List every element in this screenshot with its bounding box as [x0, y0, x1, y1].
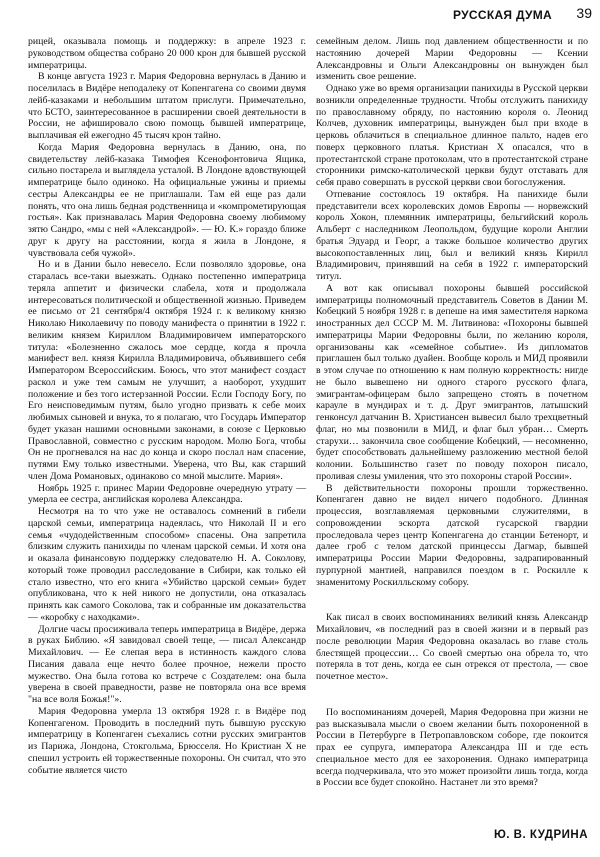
- paragraph: Несмотря на то что уже не оставалось сомнений в гибели царской семьи, императрица надеялась, что Николай II и его семья «чудодейственным способом» спасены. Она запретила близким служить панихиды по членам царской семьи. И хотя она и оказала финансовую поддержку следователю Н. А. Соколову, который тоже проводил расследование в Сибири, как только ей стало известно, что его книга «Убийство царской семьи» будет опубликована, что к ней никого не допустили, она отказалась принять как самого Соколова, так и собранные им доказательства — «коробку с находками».: [28, 506, 306, 623]
- left-column: [28, 36, 306, 776]
- paragraph: Отпевание состоялось 19 октября. На панихиде были представители всех королевских домов Европы — норвежский король Хокон, племянник императрицы, бельгийский король Альберт с наследником Леопольдом, будущие короли Англии братья Эдуард и Георг, а также большое количество других высокопоставленных лиц, был и великий князь Кирилл Владимирович, принявший на себя в 1922 г. императорский титул.: [316, 188, 588, 282]
- paragraph: Как писал в своих воспоминаниях великий князь Александр Михайлович, «в последний раз в своей жизни и в первый раз после революции Мария Федоровна оказалась во главе столь блестящей процессии… Со своей смертью она обрела то, что потеряла в тот день, когда ее сын отрекся от престола, — свое почетное место».: [316, 612, 588, 682]
- paragraph: Ноябрь 1925 г. принес Марии Федоровне очередную утрату — умерла ее сестра, английская королева Александра.: [28, 482, 306, 506]
- paragraph: семейным делом. Лишь под давлением общественности и по настоянию дочерей Марии Федоровны — Ксении Александровны и Ольги Александровны он вынужден был изменить свое решение.: [316, 36, 588, 83]
- paragraph: Но и в Дании было невесело. Если позволяло здоровье, она старалась все-таки выезжать. Однако постепенно императрица теряла аппетит и физически слабела, хотя и продолжала интересоваться политической и общественной жизнью. Приведем ее письмо от 21 сентября/4 октября 1924 г. к великому князю Николаю Николаевичу по поводу манифеста о принятии в 1922 г. великим князем Кириллом Владимировичем императорского титула: «Болезненно сжалось мое сердце, когда я прочла манифест вел. князя Кирилла Владимировича, объявившего себя Императором Всероссийским. Боюсь, что этот манифест создаст раскол и уже тем самым не улучшит, а наоборот, ухудшит положение и без того истерзанной России. Если Господу Богу, по Его неисповедимым путям, было угодно призвать к себе моих любимых сыновей и внука, то я полагаю, что Государь Император будет указан нашими основными законами, в союзе с Церковью Православной, совместно с русским народом. Молю Бога, чтобы Он не прогневался на нас до конца и скоро послал нам спасение, путями Ему только известными. Уверена, что Вы, как старший член Дома Романовых, одинаково со мной мыслите. Мария».: [28, 259, 306, 482]
- paragraph: рицей, оказывала помощь и поддержку: в апреле 1923 г. руководством общества собрано 20 000 крон для бывшей русской императрицы.: [28, 36, 306, 71]
- paragraph: Долгие часы просиживала теперь императрица в Видёре, держа в руках Библию. «Я завидовал своей теще, — писал Александр Михайлович. — Ее слепая вера в истинность каждого слова Писания давала еще нечто более прочное, нежели просто мужество. Она была готова ко встрече с Создателем: она была уверена в своей праведности, разве не повторяла она все время "на все воля Божья!"».: [28, 623, 306, 705]
- page-header: [0, 4, 600, 24]
- paragraph: Мария Федоровна умерла 13 октября 1928 г. в Видёре под Копенгагеном. Проводить в последний путь бывшую русскую императрицу в Копенгаген съехались сотни русских эмигрантов из Парижа, Лондона, Стокгольма, Брюсселя. Но Кристиан X не спешил устроить ей торжественные похороны. Он считал, что это событие является чисто: [28, 705, 306, 776]
- paragraph: По воспоминаниям дочерей, Мария Федоровна при жизни не раз высказывала мысли о своем желании быть похороненной в России в Петербурге в Петропавловском соборе, где покоится прах ее супруга, императора Александра III и где есть специальное место для ее захоронения. Однако императрица всегда подчеркивала, что это может произойти лишь тогда, когда в России все будет спокойно. Настанет ли это время?: [316, 706, 588, 789]
- paragraph: В конце августа 1923 г. Мария Федоровна вернулась в Данию и поселилась в Видёре неподалеку от Копенгагена со своими двумя лейб-казаками и небольшим штатом прислуги. Примечательно, что БСТО, заинтересованное в расширении своей деятельности в России, не афишировало свою помощь бывшей императрице, выплачивая ей ежегодно 45 тысяч крон тайно.: [28, 71, 306, 141]
- paragraph: Однако уже во время организации панихиды в Русской церкви возникли определенные трудности. Чтобы отслужить панихиду по православному обряду, по настоянию короля о. Леонид Колчев, духовник императрицы, вынужден был при входе в церковь облачиться в специальное длинное пальто, надев его поверх церковного платья. Кристиан X опасался, что в протестантской стране протоколам, что в протестантской стране сторонники римско-католической церкви будут отставать для себя право совершать в русской церкви свои богослужения.: [316, 83, 588, 188]
- page-number: 39: [576, 5, 592, 21]
- paragraph: А вот как описывал похороны бывшей российской императрицы полномочный представитель Советов в Дании М. Кобецкий 5 ноября 1928 г. в депеше на имя заместителя наркома иностранных дел СССР М. М. Литвинова: «Похороны бывшей императрицы Марии Федоровны были, по желанию короля, организованы как «семейное событие». Из дипломатов приглашен был только дуайен. Вообще король и МИД проявили в этом случае по отношению к нам полную корректность: нигде не было вывешено ни одного старого русского флага, эмигрантам-офицерам было запрещено стоять в почетном карауле в мундирах и т. д. Друг эмигрантов, латышский генконсул датчанин В. Христиансен вывесил было трехцветный флаг, но мы позвонили в МИД, и флаг был убран… Смерть старухи… закончила свое сообщение Кобецкий, — несомненно, будет способствовать дальнейшему разложению местной белой колонии. Большинство газет по поводу похорон писало, проливая слезы умиления, что это похороны старой России».: [316, 282, 588, 482]
- paragraph: Когда Мария Федоровна вернулась в Данию, она, по свидетельству лейб-казака Тимофея Ксенофонтовича Ящика, сильно постарела и выглядела усталой. В Лондоне вдовствующей императрице было одиноко. На официальные ужины и приемы сестры Александры ее не приглашали. Там ей еще раз дали понять, что она лишь бедная родственница и «компрометирующая гостья». Как признавалась Мария Федоровна своему любимому зятю Сандро, «мы с ней «Александрой». — Ю. К.» гораздо ближе друг к другу на расстоянии, когда я жила в Лондоне, я чувствовала себя чужой».: [28, 141, 306, 259]
- author-signature: Ю. В. КУДРИНА: [493, 829, 588, 841]
- right-column: [316, 36, 588, 789]
- magazine-title: РУССКАЯ ДУМА: [452, 8, 552, 22]
- paragraph: В действительности похороны прошли торжественно. Копенгаген давно не видел ничего подобного. Длинная процессия, возглавляемая церковными служителями, в сопровождении эскорта датской гусарской гвардии проследовала через центр Копенгагена до станции Бетенорт, и далее гроб с телом датской принцессы Дагмар, бывшей императрицы России Марии Федоровны, задрапированный пурпурной мантией, направился поездом в г. Роскилле к знаменитому Роскилльскому собору.: [316, 482, 588, 588]
